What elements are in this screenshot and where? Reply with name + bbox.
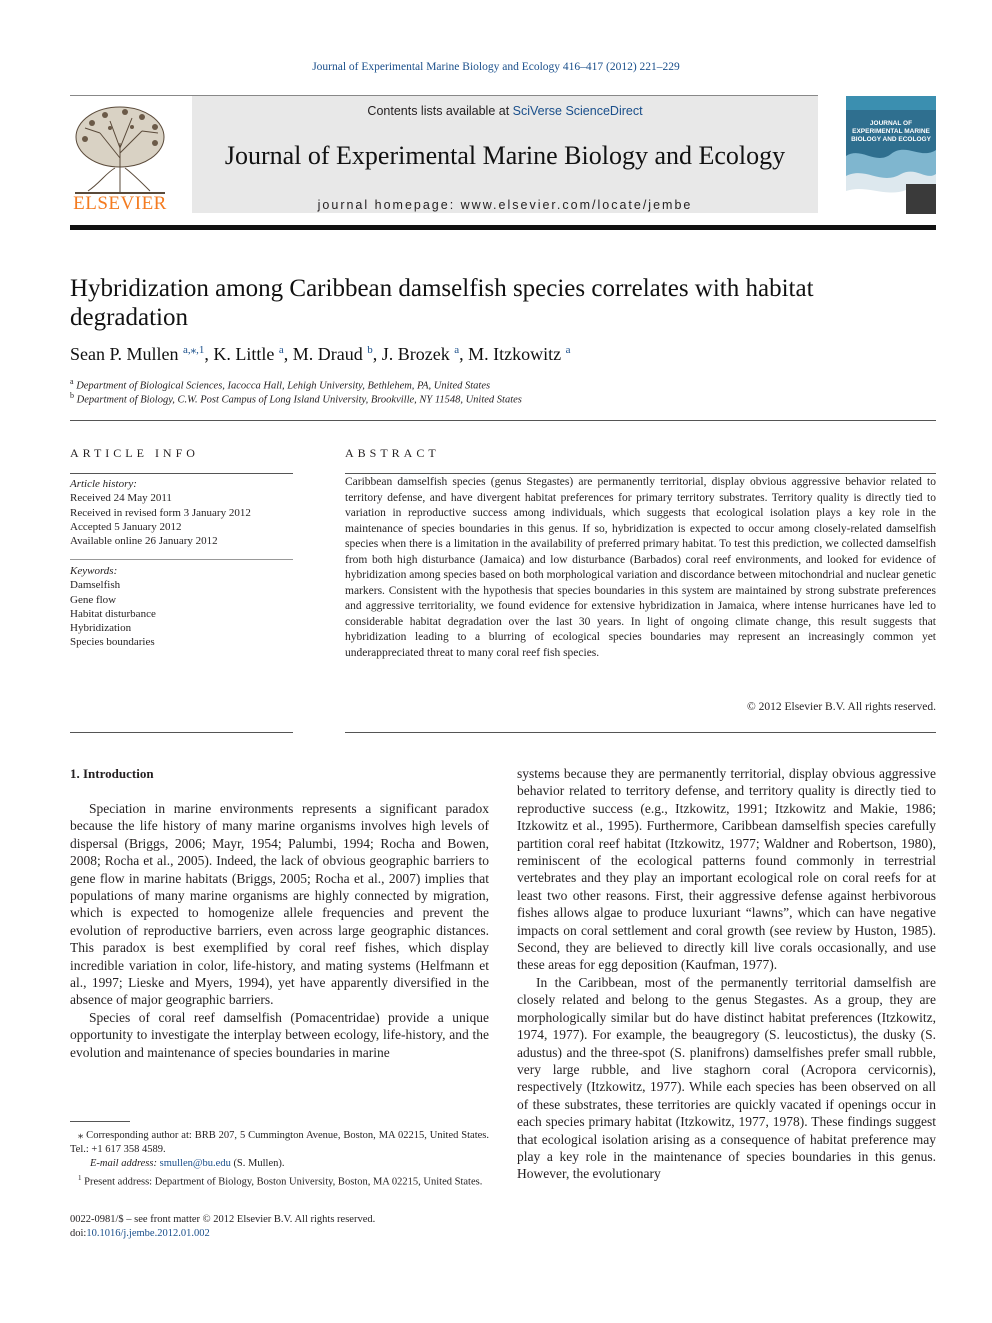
article-info-bottom-rule xyxy=(70,732,293,733)
contents-prefix: Contents lists available at xyxy=(367,104,513,118)
section-heading-introduction: 1. Introduction xyxy=(70,766,154,781)
author-separator: , xyxy=(459,344,469,364)
abstract-heading: ABSTRACT xyxy=(345,446,440,460)
keyword-item: Species boundaries xyxy=(70,636,155,649)
email-note xyxy=(70,1157,489,1171)
present-address-text: Present address: Department of Biology, Boston University, Boston, MA 02215, United States. xyxy=(84,1176,483,1188)
body-paragraph: In the Caribbean, most of the permanently territorial damselfish are closely related and belong to the genus Stegastes. As a group, they are morphologically similar but do have distinct habitat preferences (Itzkowitz, 1974, 1977). For example, the beaugregory (S. leucostictus), the dusky (S. adustus) and the three-spot (S. planifrons) damselfishes prefer small rubble, very large rubble, and live staghorn coral (Acropora cervicornis), respectively (Itzkowitz, 1977). While each species has been observed on all of these substrates, these territories are quickly vacated if openings occur in each species primary habitat (Itzkowitz, 1977, 1978). These findings suggest that ecological isolation arising as a consequence of habitat preference may play a key role in the maintenance of species boundaries in this genus. However, the evolutionary xyxy=(517,974,936,1182)
email-suffix: (S. Mullen). xyxy=(233,1158,285,1169)
keywords xyxy=(70,564,293,650)
elsevier-wordmark: ELSEVIER xyxy=(73,193,167,214)
issn-line: 0022-0981/$ – see front matter © 2012 Elsevier B.V. All rights reserved. xyxy=(70,1214,376,1225)
article-info-rule xyxy=(70,473,293,474)
email-label: E-mail address: xyxy=(90,1158,157,1169)
doi-link[interactable]: 10.1016/j.jembe.2012.01.002 xyxy=(86,1228,210,1239)
author-name: M. Itzkowitz xyxy=(468,344,566,364)
doi-line xyxy=(70,1227,570,1241)
author-affiliation-marker[interactable]: b xyxy=(367,344,373,356)
history-item: Accepted 5 January 2012 xyxy=(70,520,182,533)
history-label: Article history: xyxy=(70,478,137,490)
elsevier-tree-icon xyxy=(70,103,170,195)
abstract-rule xyxy=(345,473,936,474)
affiliation-text: Department of Biological Sciences, Iacocca Hall, Lehigh University, Bethlehem, PA, United States xyxy=(76,380,491,392)
abstract-copyright: © 2012 Elsevier B.V. All rights reserved. xyxy=(747,701,936,713)
contents-line xyxy=(192,104,818,118)
article-info-heading: ARTICLE INFO xyxy=(70,446,199,460)
author-name: M. Draud xyxy=(292,344,368,364)
keywords-label: Keywords: xyxy=(70,565,118,577)
author-list xyxy=(70,343,571,365)
journal-citation[interactable]: Journal of Experimental Marine Biology and Ecology 416–417 (2012) 221–229 xyxy=(312,61,680,73)
keyword-item: Damselfish xyxy=(70,579,121,592)
author-affiliation-marker[interactable]: a xyxy=(454,344,460,356)
sciencedirect-link[interactable]: SciVerse ScienceDirect xyxy=(512,104,643,118)
journal-cover-image xyxy=(846,96,936,214)
author-affiliation-marker[interactable]: a xyxy=(565,344,571,356)
footnote-marker: 1 xyxy=(78,1174,82,1182)
author-separator: , xyxy=(204,344,214,364)
present-address-note xyxy=(70,1171,489,1190)
cover-title: JOURNAL OF EXPERIMENTAL MARINE BIOLOGY AND ECOLOGY xyxy=(851,120,931,143)
history-item: Available online 26 January 2012 xyxy=(70,535,218,548)
email-link[interactable]: smullen@bu.edu xyxy=(159,1158,231,1169)
keyword-item: Gene flow xyxy=(70,593,117,606)
history-item: Received in revised form 3 January 2012 xyxy=(70,506,251,519)
author-separator: , xyxy=(372,344,382,364)
corresponding-author-note: ⁎ Corresponding author at: BRB 207, 5 Cummington Avenue, Boston, MA 02215, United States. Tel.: +1 617 358 4589. xyxy=(70,1130,489,1155)
footnotes xyxy=(70,1129,489,1190)
keyword-item: Habitat disturbance xyxy=(70,607,156,620)
footnote-rule xyxy=(70,1121,130,1122)
doi-label: doi: xyxy=(70,1228,87,1239)
affiliation-text: Department of Biology, C.W. Post Campus of Long Island University, Brookville, NY 11548, United States xyxy=(76,394,522,406)
author-name: K. Little xyxy=(213,344,279,364)
journal-name: Journal of Experimental Marine Biology and Ecology xyxy=(224,141,786,170)
header-thick-rule xyxy=(70,225,936,230)
history-item: Received 24 May 2011 xyxy=(70,492,172,505)
affiliation-marker: a xyxy=(70,377,74,386)
left-column xyxy=(70,800,489,1061)
abstract-text: Caribbean damselfish species (genus Stegastes) are permanently territorial, display obvious aggressive behavior related to territory defense, and have divergent habitat preferences for primary territory substrates. Territory quality is directly tied to variation in reproductive success among individuals, which suggests that ecological isolation plays a key role in the maintenance of species boundaries in this genus. If so, hybridization is expected to occur among closely-related damselfish species when there is a limitation in the availability of preferred primary habitat. To test this prediction, we collected damselfish from both high disturbance (Jamaica) and low disturbance (Barbados) coral reef environments, and looked for evidence of hybridization among species based on both morphological variation and discordance between mitochondrial and nuclear genetic markers. Consistent with the hypothesis that species boundaries in this system are maintained by strong substrate preferences and aggressive territoriality, we found evidence for extensive hybridization in Jamaica, where intense hurricanes have led to considerable habitat degradation over the last 30 years. In light of ongoing climate change, this result suggests that hybridization leading to a blurring of ecological species boundaries may represent an increasingly common yet underappreciated threat to many coral reef fish species. xyxy=(345,476,936,659)
elsevier-logo xyxy=(70,103,170,215)
article-history xyxy=(70,477,293,548)
body-paragraph: Speciation in marine environments represents a significant paradox because the life history of many marine organisms involves high levels of dispersal (Briggs, 2006; Mayr, 1954; Palumbi, 1994; Rocha and Bowen, 2008; Rocha et al., 2005). Indeed, the lack of obvious geographic barriers to gene flow in marine habitats (Briggs, 2005; Rocha et al., 2007) implies that populations of many marine organisms are highly connected by migration, which is expected to homogenize allele frequencies and prevent the evolution of reproductive barriers, even across large geographic distances. This paradox is best exemplified by coral reef fishes, which display incredible variation in color, life-history, and mating systems (Helfmann et al., 1997; Lieske and Myers, 1994), yet have apparently diversified in the absence of major geographic barriers. xyxy=(70,801,489,1008)
article-title: Hybridization among Caribbean damselfish species correlates with habitat degradation xyxy=(70,275,814,331)
keyword-item: Hybridization xyxy=(70,622,132,635)
author-affiliation-marker[interactable]: a,⁎,1 xyxy=(183,344,205,356)
affiliation-a xyxy=(70,377,490,392)
author-name: Sean P. Mullen xyxy=(70,344,184,364)
author-name: J. Brozek xyxy=(381,344,455,364)
right-column xyxy=(517,765,936,1183)
affiliation-b xyxy=(70,391,522,406)
issn-doi xyxy=(70,1213,570,1241)
affiliation-marker: b xyxy=(70,391,74,400)
journal-homepage[interactable]: journal homepage: www.elsevier.com/locate/jembe xyxy=(317,198,693,212)
author-separator: , xyxy=(283,344,293,364)
history-rule xyxy=(70,559,293,560)
abstract-bottom-rule xyxy=(345,732,936,733)
author-affiliation-marker[interactable]: a xyxy=(278,344,284,356)
affiliation-rule xyxy=(70,420,936,421)
body-paragraph: systems because they are permanently territorial, display obvious aggressive behavior related to territory defense, and territory quality is directly tied to reproductive success (e.g., Itzkowitz, 1991; Itzkowitz and Makie, 1986; Itzkowitz et al., 1995). Furthermore, Caribbean damselfish species carefully partition coral reef habitat (Itzkowitz, 1977; Waldner and Robertson, 1980), reminiscent of the ecological patterns found commonly in terrestrial vertebrates and they play an important ecological role on coral reefs for at least two other reasons. First, their aggressive defense against herbivorous fishes allows algae to produce luxuriant “lawns”, which can have negative impacts on coral settlement and coral growth (see review by Huston, 1985). Second, they are believed to directly kill live corals occasionally, and use these areas for egg deposition (Kaufman, 1977). xyxy=(517,766,936,973)
body-paragraph: Species of coral reef damselfish (Pomacentridae) provide a unique opportunity to investigate the interplay between ecology, life-history, and the evolution and maintenance of species boundaries in marine xyxy=(70,1009,489,1060)
